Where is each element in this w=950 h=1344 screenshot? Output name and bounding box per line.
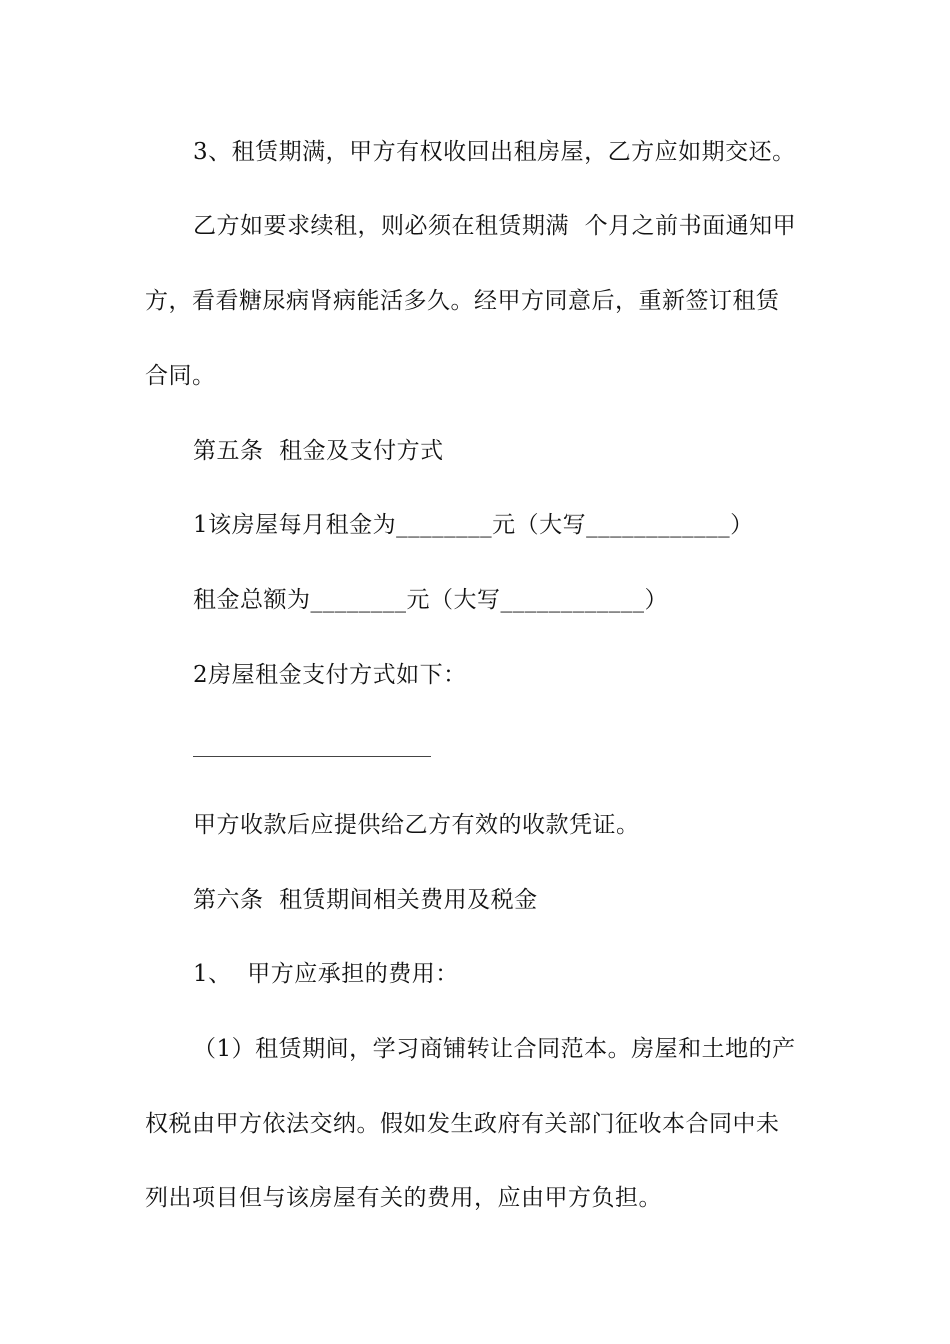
renewal-paragraph-line-2: 方，看看糖尿病肾病能活多久。经甲方同意后，重新签订租赁: [145, 288, 780, 314]
party-a-fees-heading: 1、 甲方应承担的费用：: [193, 961, 459, 987]
monthly-rent-line: 1该房屋每月租金为________元（大写____________）: [193, 512, 754, 538]
renewal-paragraph-line-1: 乙方如要求续租，则必须在租赁期满 个月之前书面通知甲: [193, 213, 797, 239]
payment-method-blank-line: [193, 756, 431, 757]
article-six-heading: 第六条 租赁期间相关费用及税金: [193, 887, 538, 913]
receipt-clause-line: 甲方收款后应提供给乙方有效的收款凭证。: [193, 812, 640, 838]
fees-paragraph-line-1: （1）租赁期间，学习商铺转让合同范本。房屋和土地的产: [193, 1036, 796, 1062]
fees-paragraph-line-2: 权税由甲方依法交纳。假如发生政府有关部门征收本合同中未: [145, 1111, 780, 1137]
total-rent-line: 租金总额为________元（大写____________）: [193, 587, 668, 613]
payment-method-line: 2房屋租金支付方式如下：: [193, 662, 467, 688]
renewal-paragraph-line-3: 合同。: [145, 363, 216, 389]
fees-paragraph-line-3: 列出项目但与该房屋有关的费用，应由甲方负担。: [145, 1185, 662, 1211]
article-five-heading: 第五条 租金及支付方式: [193, 438, 444, 464]
clause-lease-expiry: 3、租赁期满，甲方有权收回出租房屋，乙方应如期交还。: [193, 139, 796, 165]
